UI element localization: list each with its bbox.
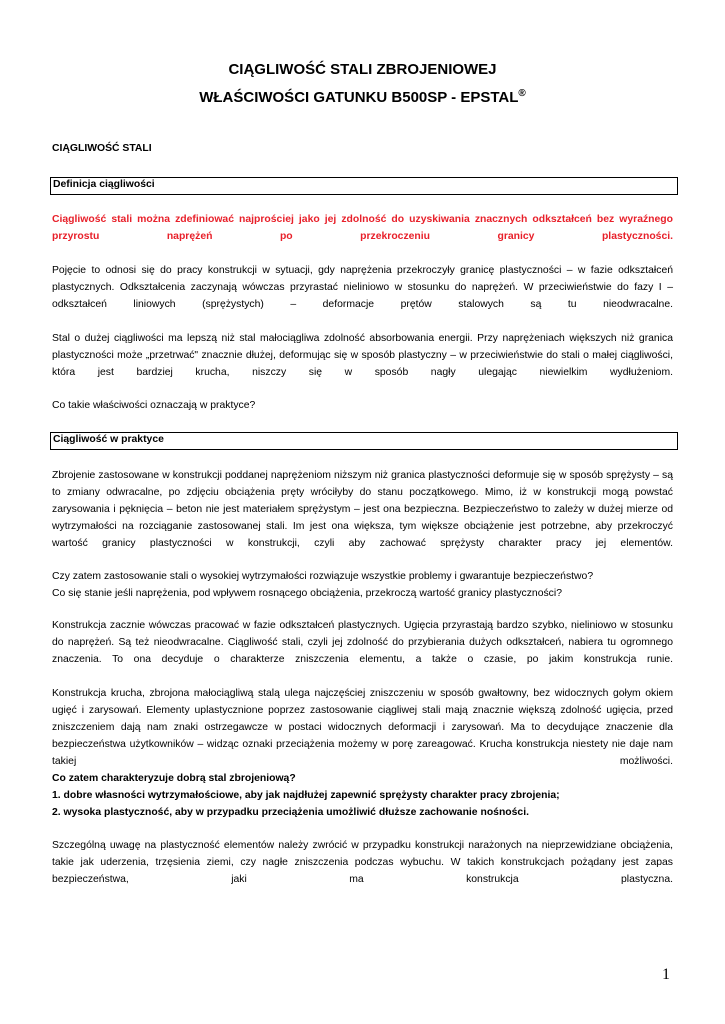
title-line-2	[0, 88, 725, 106]
definition-box-label: Definicja ciągliwości	[53, 179, 155, 190]
title-line-2-text: WŁAŚCIWOŚCI GATUNKU B500SP - EPSTAL	[199, 89, 519, 106]
bold-list-block	[52, 770, 673, 821]
practice-box	[50, 432, 678, 450]
paragraph-6-block	[52, 837, 673, 905]
section-heading: CIĄGLIWOŚĆ STALI	[52, 143, 152, 154]
definition-box	[50, 177, 678, 195]
paragraph-3-block	[52, 467, 673, 569]
question-1-block	[52, 397, 673, 414]
title-line-1: CIĄGLIWOŚĆ STALI ZBROJENIOWEJ	[228, 61, 497, 78]
bold-item-2: 2. wysoka plastyczność, aby w przypadku przeciążenia umożliwić dłuższe zachowanie nośności.	[52, 807, 529, 818]
paragraph-4: Konstrukcja zacznie wówczas pracować w fazie odkształceń plastycznych. Ugięcia przyrastają bardzo szybko, nieliniowo w stosunku do naprężeń. Są też nieodwracalne. Ciągliwość stali, czyli jej zdolność do przybierania dużych odkształceń, nabiera tu ogromnego znaczenia. To ona decyduje o charakterze zniszczenia elementu, a także o czasie, po jakim konstrukcja runie.	[52, 620, 673, 665]
question-2b: Co się stanie jeśli naprężenia, pod wpływem rosnącego obciążenia, przekroczą wartość granicy plastyczności?	[52, 588, 562, 599]
paragraph-4-block	[52, 617, 673, 685]
paragraph-5: Konstrukcja krucha, zbrojona małociągliwą stalą ulega najczęściej zniszczeniu w sposób gwałtowny, bez widocznych gołym okiem ugięć i zarysowań. Elementy uplastycznione poprzez zastosowanie ciągliwej stali mają znacznie większą zdolność ugięcia, przed zniszczeniem dają nam znaki ostrzegawcze w postaci widocznych deformacji i zarysowań. Ma to decydujące znaczenie dla bezpieczeństwa użytkowników – widząc oznaki przeciążenia możemy w porę zareagować. Krucha konstrukcja niestety nie daje nam takiej możliwości.	[52, 688, 673, 767]
definition-text-block	[52, 211, 673, 262]
question-2a: Czy zatem zastosowanie stali o wysokiej wytrzymałości rozwiązuje wszystkie problemy i gwarantuje bezpieczeństwo?	[52, 571, 594, 582]
question-1: Co takie właściwości oznaczają w praktyce?	[52, 400, 256, 411]
bold-question: Co zatem charakteryzuje dobrą stal zbrojeniową?	[52, 773, 296, 784]
paragraph-3: Zbrojenie zastosowane w konstrukcji poddanej naprężeniom niższym niż granica plastyczności deformuje się w sposób sprężysty – są to zmiany odwracalne, po zdjęciu obciążenia pręty wróciłyby do stanu początkowego. Mimo, iż w konstrukcji mogą powstać zarysowania i pęknięcia – beton nie jest materiałem sprężystym – jest ona bezpieczna. Bezpieczeństwo to zależy w dużej mierze od wytrzymałości na rozciąganie zastosowanej stali. Im jest ona większa, tym większe obciążenie jest potrzebne, aby przekroczyć wartość granicy plastyczności w konstrukcji, czyli aby zachować sprężysty charakter pracy jej elementów.	[52, 470, 673, 549]
paragraph-2-block	[52, 330, 673, 398]
paragraph-1: Pojęcie to odnosi się do pracy konstrukcji w sytuacji, gdy naprężenia przekroczyły granicę plastyczności – w fazie odkształceń plastycznych. Odkształcenia zaczynają wówczas przyrastać nieliniowo w stosunku do naprężeń. W przeciwieństwie do fazy I – odkształceń liniowych (sprężystych) – deformacje prętów stalowych są tu nieodwracalne.	[52, 265, 673, 310]
paragraph-6: Szczególną uwagę na plastyczność elementów należy zwrócić w przypadku konstrukcji narażonych na nieprzewidziane obciążenia, takie jak uderzenia, trzęsienia ziemi, czy nagłe zniszczenia podczas wybuchu. W takich konstrukcjach pożądany jest zapas bezpieczeństwa, jaki ma konstrukcja plastyczna.	[52, 840, 673, 885]
page-number: 1	[662, 966, 670, 983]
paragraph-2: Stal o dużej ciągliwości ma lepszą niż stal małociągliwa zdolność absorbowania energii. Przy naprężeniach większych niż granica plastyczności może „przetrwać" znacznie dłużej, deformując się w sposób plastyczny – w przeciwieństwie do stali o małej ciągliwości, która jest bardziej krucha, niszczy się w sposób nagły ulegając niewielkim wydłużeniom.	[52, 333, 673, 378]
bold-item-1: 1. dobre własności wytrzymałościowe, aby jak najdłużej zapewnić sprężysty charakter pracy zbrojenia;	[52, 790, 560, 801]
registered-mark: ®	[518, 88, 526, 99]
questions-2-block	[52, 568, 673, 602]
practice-box-label: Ciągliwość w praktyce	[53, 434, 164, 445]
paragraph-1-block	[52, 262, 673, 330]
definition-text: Ciągliwość stali można zdefiniować najprościej jako jej zdolność do uzyskiwania znacznych odkształceń bez wyraźnego przyrostu naprężeń po przekroczeniu granicy plastyczności.	[52, 214, 673, 242]
